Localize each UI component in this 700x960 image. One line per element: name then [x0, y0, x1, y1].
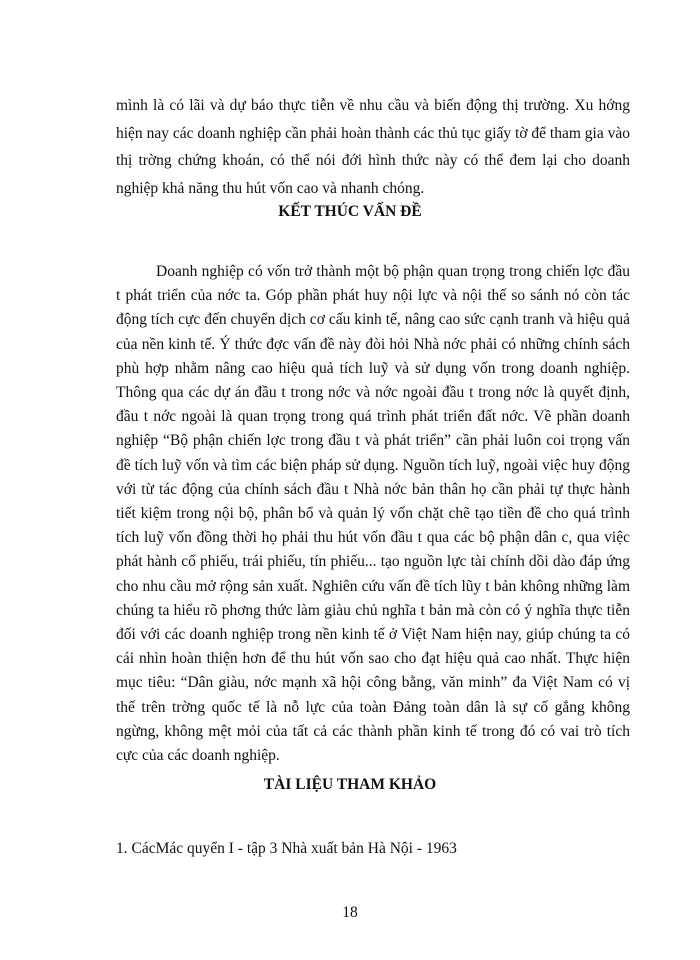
reference-item: 1. CácMác quyển I - tập 3 Nhà xuất bản Hà Nội - 1963: [116, 840, 457, 857]
conclusion-heading: KẾT THÚC VẤN ĐỀ: [278, 203, 422, 220]
intro-paragraph: mình là có lãi và dự báo thực tiễn về nhu cầu và biến động thị trường. Xu hớng hiện nay các doanh nghiệp cần phải hoàn thành các thủ tục giấy tờ để tham gia vào thị trờng chứng khoán, có thể nói đới hình thức này có thể đem lại cho doanh nghiệp khả năng thu hút vốn cao và nhanh chóng.: [116, 97, 630, 197]
page-number: 18: [342, 904, 358, 921]
references-heading: TÀI LIỆU THAM KHẢO: [263, 776, 437, 793]
conclusion-paragraph: Doanh nghiệp có vốn trở thành một bộ phận quan trọng trong chiến lợc đầu t phát triển của nớc ta. Góp phần phát huy nội lực và nội thế so sánh nó còn tác động tích cực đến chuyển dịch cơ cấu kinh tế, nâng cao sức cạnh tranh và hiệu quả của nền kinh tế. Ý thức đợc vấn đề này đòi hỏi Nhà nớc phải có những chính sách phù hợp nhằm nâng cao hiệu quả tích luỹ và sử dụng vốn trong doanh nghiệp. Thông qua các dự án đầu t trong nớc và nớc ngoài đầu t trong nớc là quyết định, đầu t nớc ngoài là quan trọng trong quá trình phát triển đất nớc. Về phần doanh nghiệp “Bộ phận chiến lợc trong đầu t và phát triển” cần phải luôn coi trọng vấn đề tích luỹ vốn và tìm các biện pháp sử dụng. Nguồn tích luỹ, ngoài việc huy động với từ tác động của chính sách đầu t Nhà nớc bản thân họ cần phải tự thực hành tiết kiệm trong nội bộ, phân bổ và quản lý vốn chặt chẽ tạo tiền đề cho quá trình tích luỹ vốn đồng thời họ phải thu hút vốn đầu t qua các bộ phận dân c, qua việc phát hành cổ phiếu, trái phiếu, tín phiếu... tạo nguồn lực tài chính dồi dào đáp ứng cho nhu cầu mở rộng sản xuất. Nghiên cứu vấn đề tích lũy t bản không những làm chúng ta hiểu rõ phơng thức làm giàu chủ nghĩa t bản mà còn có ý nghĩa thực tiễn đối với các doanh nghiệp trong nền kinh tế ở Việt Nam hiện nay, giúp chúng ta có cái nhìn hoàn thiện hơn để thu hút vốn sao cho đạt hiệu quả cao nhất. Thực hiện mục tiêu: “Dân giàu, nớc mạnh xã hội công bằng, văn minh” đa Việt Nam có vị thế trên trờng quốc tế là nỗ lực của toàn Đảng toàn dân là sự cố gắng không ngừng, không mệt mỏi của tất cả các thành phần kinh tế trong đó có vai trò tích cực của các doanh nghiệp.: [116, 263, 630, 765]
